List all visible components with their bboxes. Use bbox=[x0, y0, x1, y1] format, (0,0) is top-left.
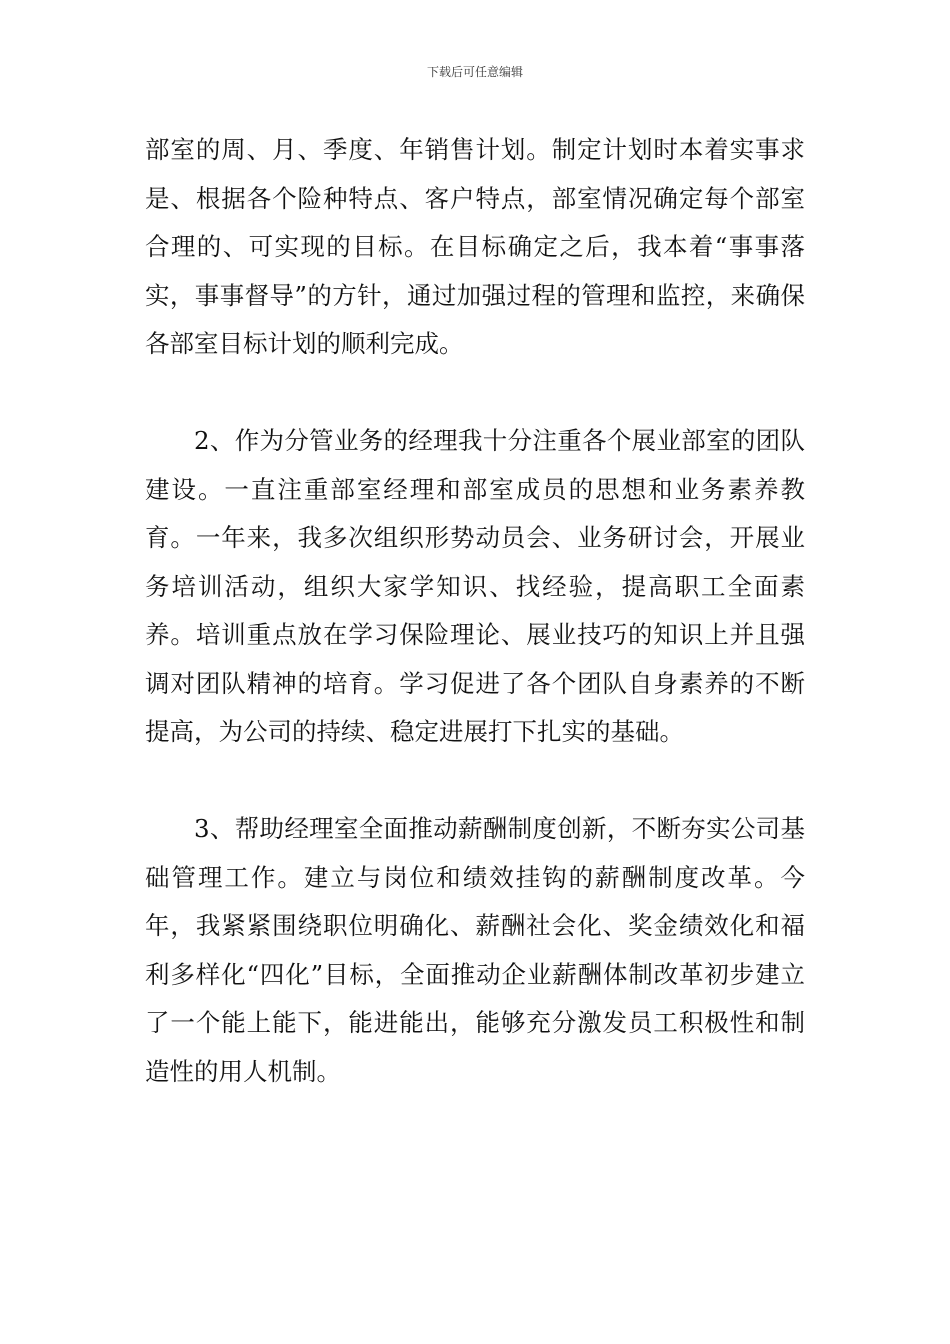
page-header: 下载后可任意编辑 bbox=[426, 65, 523, 79]
paragraph-item-2: 2、作为分管业务的经理我十分注重各个展业部室的团队建设。一直注重部室经理和部室成员的思想和业务素养教育。一年来，我多次组织形势动员会、业务研讨会，开展业务培训活动，组织大家学知识、找经验，提高职工全面素养。培训重点放在学习保险理论、展业技巧的知识上并且强调对团队精神的培育。学习促进了各个团队自身素养的不断提高，为公司的持续、稳定进展打下扎实的基础。 bbox=[145, 426, 805, 746]
paragraph-gap bbox=[145, 757, 805, 806]
document-body bbox=[145, 126, 805, 1096]
paragraph-item-3: 3、帮助经理室全面推动薪酬制度创新，不断夯实公司基础管理工作。建立与岗位和绩效挂钩的薪酬制度改革。今年，我紧紧围绕职位明确化、薪酬社会化、奖金绩效化和福利多样化“四化”目标，全面推动企业薪酬体制改革初步建立了一个能上能下，能进能出，能够充分激发员工积极性和制造性的用人机制。 bbox=[145, 814, 805, 1086]
paragraph-continued: 部室的周、月、季度、年销售计划。制定计划时本着实事求是、根据各个险种特点、客户特点，部室情况确定每个部室合理的、可实现的目标。在目标确定之后，我本着“事事落实，事事督导”的方针，通过加强过程的管理和监控，来确保各部室目标计划的顺利完成。 bbox=[145, 135, 805, 358]
paragraph-gap bbox=[145, 369, 805, 418]
